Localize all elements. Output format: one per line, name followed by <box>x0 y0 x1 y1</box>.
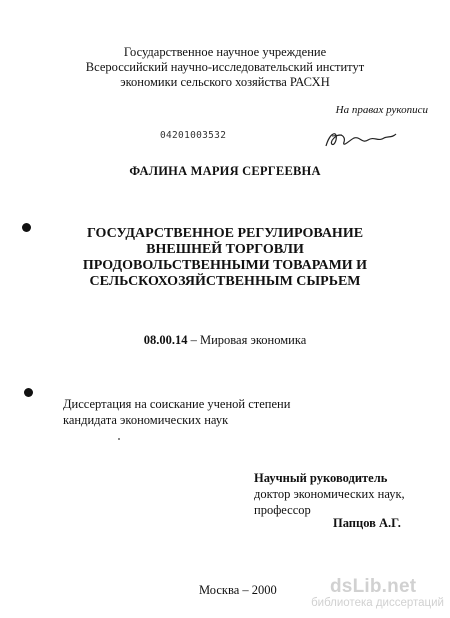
title-line: ГОСУДАРСТВЕННОЕ РЕГУЛИРОВАНИЕ <box>86 226 364 241</box>
title-line: СЕЛЬСКОХОЗЯЙСТВЕННЫМ СЫРЬЕМ <box>89 274 361 289</box>
institution-block <box>0 45 450 90</box>
scan-speck <box>118 438 120 440</box>
supervisor-degree: доктор экономических наук, <box>254 487 405 501</box>
purpose-line: кандидата экономических наук <box>63 413 229 427</box>
dslib-watermark <box>311 576 446 612</box>
institution-line: Государственное научное учреждение <box>123 45 327 59</box>
supervisor-rank: профессор <box>254 503 311 517</box>
rights-note: На правах рукописи <box>335 104 428 116</box>
title-line: ПРОДОВОЛЬСТВЕННЫМИ ТОВАРАМИ И <box>82 258 368 273</box>
specialty-name: – Мировая экономика <box>187 333 307 347</box>
supervisor-block <box>254 470 405 518</box>
degree-purpose <box>63 396 290 428</box>
specialty-line <box>0 333 450 348</box>
title-line: ВНЕШНЕЙ ТОРГОВЛИ <box>146 242 304 257</box>
signature-image <box>322 126 400 152</box>
bullet-dot <box>24 388 33 397</box>
supervisor-role: Научный руководитель <box>254 471 388 485</box>
watermark-subtitle: библиотека диссертаций <box>311 597 444 609</box>
specialty-code: 08.00.14 <box>143 333 188 347</box>
dissertation-title <box>0 226 450 290</box>
supervisor-name: Папцов А.Г. <box>333 516 401 530</box>
author-name: ФАЛИНА МАРИЯ СЕРГЕЕВНА <box>129 164 321 178</box>
institution-line: Всероссийский научно-исследовательский институт <box>85 60 365 74</box>
purpose-line: Диссертация на соискание ученой степени <box>63 397 291 411</box>
city-year: Москва – 2000 <box>199 583 277 597</box>
serial-number: 04201003532 <box>160 130 227 141</box>
institution-line: экономики сельского хозяйства РАСХН <box>120 75 330 89</box>
watermark-site: dsLib.net <box>330 576 417 597</box>
